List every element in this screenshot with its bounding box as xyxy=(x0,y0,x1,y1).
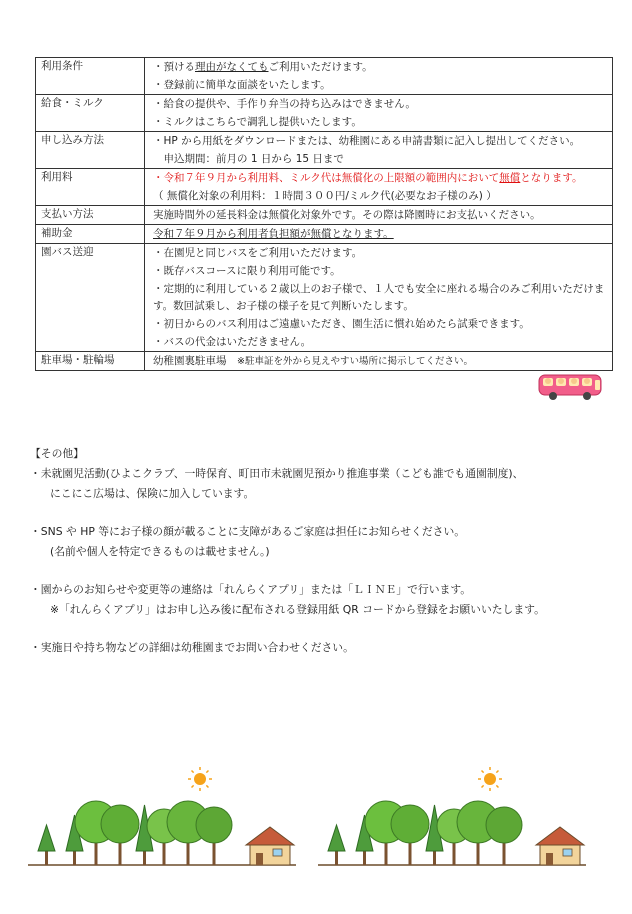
line-text: （ 無償化対象の利用料：１時間３００円/ミルク代(必要なお子様のみ) ） xyxy=(153,190,497,202)
other-heading: 【その他】 xyxy=(30,447,84,460)
row-line xyxy=(153,169,608,187)
line-text: ・ミルクはこちらで調乳し提供いたします。 xyxy=(153,116,362,128)
row-line xyxy=(153,333,608,351)
trees-house-illustration xyxy=(28,765,296,870)
table-row xyxy=(36,132,613,169)
row-line xyxy=(153,206,608,224)
row-line xyxy=(153,58,608,76)
other-item xyxy=(30,580,615,620)
table-row xyxy=(36,206,613,225)
row-line xyxy=(153,76,608,94)
row-value xyxy=(145,132,613,169)
row-value xyxy=(145,352,613,371)
other-item xyxy=(30,464,615,504)
line-text: ・在園児と同じバスをご利用いただけます。 xyxy=(153,247,363,259)
table-row xyxy=(36,58,613,95)
other-item xyxy=(30,638,615,658)
row-label: 申し込み方法 xyxy=(36,132,145,169)
row-value xyxy=(145,206,613,225)
line-text: ・バスの代金はいただきません。 xyxy=(153,336,312,348)
underlined-text: 令和７年９月から利用者負担額が無償となります。 xyxy=(153,228,394,240)
line-text: ・既存バスコースに限り利用可能です。 xyxy=(153,265,341,277)
line-text: ・令和７年９月から利用料、ミルク代は無償化の上限額の範囲内において xyxy=(153,172,500,184)
other-item-line: ・未就園児活動(ひよこクラブ、一時保育、町田市未就園児預かり推進事業（こども誰でも通園制度)、 xyxy=(30,467,524,480)
line-text: ご利用いただけます。 xyxy=(268,61,373,73)
other-item-line: ・実施日や持ち物などの詳細は幼稚園までお問い合わせください。 xyxy=(30,641,354,654)
other-section xyxy=(30,444,615,658)
table-row xyxy=(36,352,613,371)
row-label: 園バス送迎 xyxy=(36,244,145,352)
line-text: 幼稚園裏駐車場 xyxy=(153,355,237,367)
line-text: ・初日からのバス利用はご遠慮いただき、園生活に慣れ始めたら試乗できます。 xyxy=(153,318,530,330)
row-value xyxy=(145,169,613,206)
row-label: 補助金 xyxy=(36,225,145,244)
line-text: 実施時間外の延長料金は無償化対象外です。その際は降園時にお支払いください。 xyxy=(153,209,541,221)
table-row xyxy=(36,244,613,352)
row-value xyxy=(145,244,613,352)
table-row xyxy=(36,169,613,206)
other-item-line: (名前や個人を特定できるものは載せません。) xyxy=(50,545,270,558)
other-item-line: ・SNS や HP 等にお子様の顔が載ることに支障があるご家庭は担任にお知らせください。 xyxy=(30,525,466,538)
info-table xyxy=(35,57,613,371)
other-item-line: ・園からのお知らせや変更等の連絡は「れんらくアプリ」または「ＬＩＮＥ」で行います。 xyxy=(30,583,472,596)
row-label: 利用条件 xyxy=(36,58,145,95)
other-item-line: ※「れんらくアプリ」はお申し込み後に配布される登録用紙 QR コードから登録をお願いいたします。 xyxy=(50,603,545,616)
line-text: ・定期的に利用している２歳以上のお子様で、１人でも安全に座れる場合のみご利用いただけます。数回試乗し、お子様の様子を見て判断いたします。 xyxy=(153,283,605,312)
row-line xyxy=(153,280,608,315)
row-line xyxy=(153,187,608,205)
row-line xyxy=(153,315,608,333)
line-text: ・給食の提供や、手作り弁当の持ち込みはできません。 xyxy=(153,98,416,110)
school-bus-illustration xyxy=(537,371,605,401)
row-value xyxy=(145,58,613,95)
row-line xyxy=(153,244,608,262)
row-value xyxy=(145,225,613,244)
line-text: ・預ける xyxy=(153,61,195,73)
trees-house-illustration xyxy=(318,765,586,870)
row-line xyxy=(153,352,608,370)
row-label: 支払い方法 xyxy=(36,206,145,225)
row-line xyxy=(153,95,608,113)
table-row xyxy=(36,225,613,244)
row-value xyxy=(145,95,613,132)
table-row xyxy=(36,95,613,132)
line-text: となります。 xyxy=(520,172,583,184)
row-line xyxy=(153,262,608,280)
line-text: ・HP から用紙をダウンロードまたは、幼稚園にある申請書類に記入し提出してください。 xyxy=(153,135,581,147)
other-item xyxy=(30,522,615,562)
underlined-text: 理由がなくても xyxy=(195,61,269,73)
line-text: ※駐車証を外から見えやすい場所に掲示してください。 xyxy=(237,356,473,367)
row-line xyxy=(153,150,608,168)
line-text: 申込期間：前月の 1 日から 15 日まで xyxy=(153,153,344,165)
row-line xyxy=(153,132,608,150)
row-line xyxy=(153,225,608,243)
line-text: ・登録前に簡単な面談をいたします。 xyxy=(153,79,331,91)
underlined-text: 無償 xyxy=(499,172,521,184)
other-item-line: にこにこ広場は、保険に加入しています。 xyxy=(50,487,255,500)
row-label: 駐車場・駐輪場 xyxy=(36,352,145,371)
row-label: 利用料 xyxy=(36,169,145,206)
row-label: 給食・ミルク xyxy=(36,95,145,132)
row-line xyxy=(153,113,608,131)
